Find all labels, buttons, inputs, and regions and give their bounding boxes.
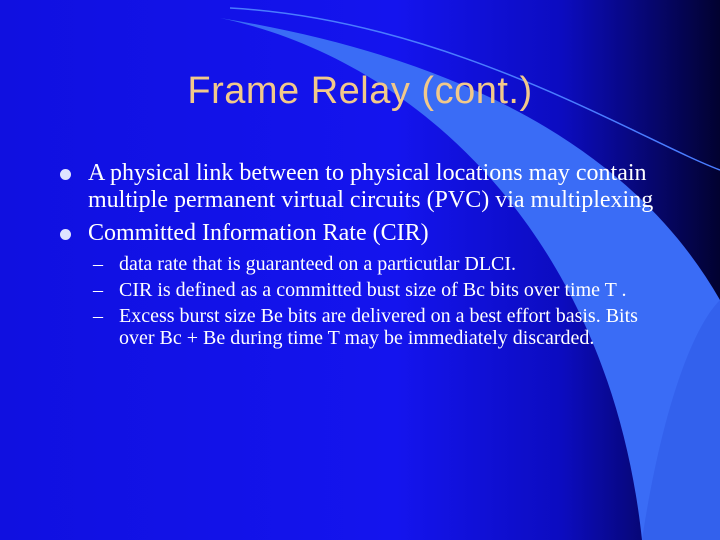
bullet-dot-icon <box>60 229 71 240</box>
bullet-text: A physical link between to physical locations may contain multiple permanent virtual circuits (PVC) via multiplexing <box>88 160 654 213</box>
sub-bullet-item <box>60 279 649 301</box>
bullet-item <box>60 160 670 214</box>
sub-bullet-text: data rate that is guaranteed on a particutlar DLCI. <box>119 253 517 275</box>
slide-title: Frame Relay (cont.) <box>187 70 533 112</box>
sub-bullet-text: CIR is defined as a committed bust size of Bc bits over time T . <box>119 279 627 301</box>
sub-bullet-item <box>60 253 649 275</box>
dash-marker: – <box>93 305 103 327</box>
slide-body <box>60 160 670 353</box>
sub-bullet-text: Excess burst size Be bits are delivered on a best effort basis. Bits over Bc + Be during time T may be immediately discarded. <box>119 305 638 349</box>
sub-bullet-item <box>60 305 649 349</box>
sub-bullet-list <box>60 253 670 349</box>
dash-marker: – <box>93 279 103 301</box>
bullet-item <box>60 220 670 247</box>
bullet-dot-icon <box>60 169 71 180</box>
bullet-text: Committed Information Rate (CIR) <box>88 220 429 246</box>
dash-marker: – <box>93 253 103 275</box>
